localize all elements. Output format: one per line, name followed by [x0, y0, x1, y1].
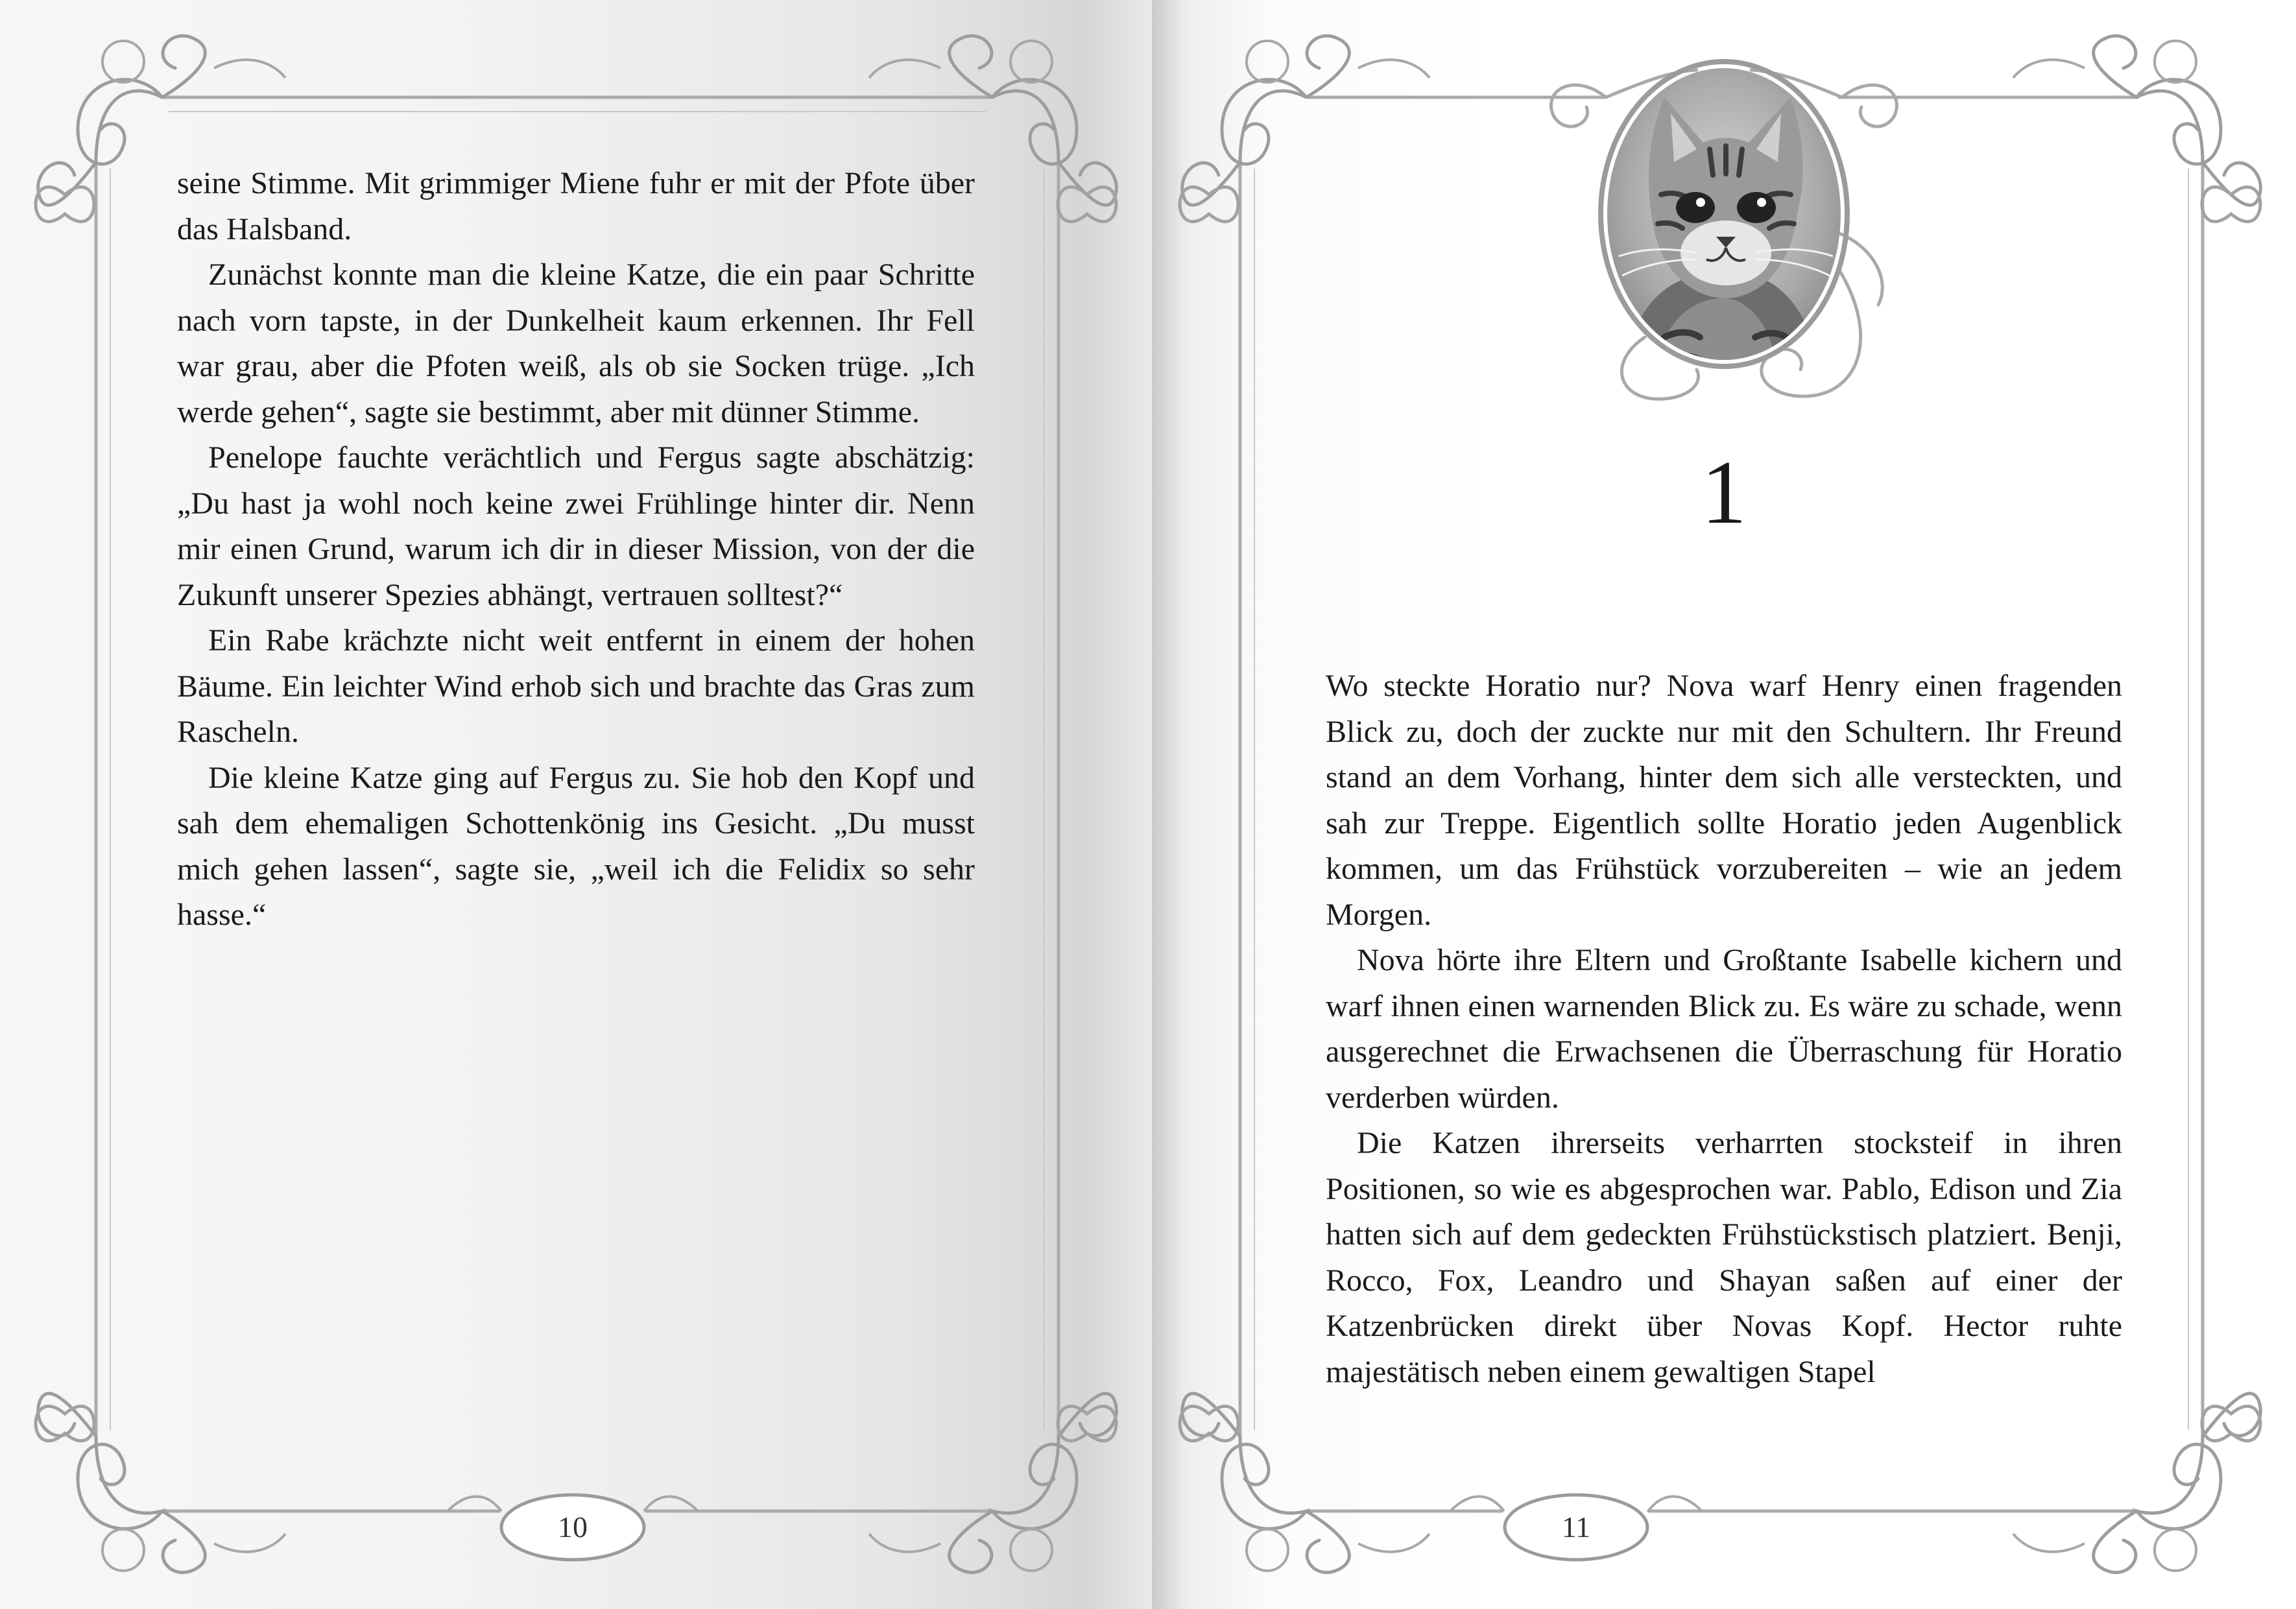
- page-number: 11: [1561, 1510, 1591, 1543]
- page-number: 10: [558, 1510, 588, 1543]
- paragraph: seine Stimme. Mit grimmiger Miene fuhr er mit der Pfote über das Halsband.: [177, 166, 975, 246]
- left-page-text: [177, 161, 975, 938]
- right-page-text: [1326, 663, 2122, 1395]
- paragraph: Die Katzen ihrerseits verharrten stocksteif in ihren Positionen, so wie es abgesprochen war. Pablo, Edison und Zia hatten sich auf dem gedeckten Frühstückstisch platziert. Benji, Rocco, Fox, Leandro und Shayan saßen auf einer der Katzenbrücken direkt über Novas Kopf. Hector ruhte majestätisch neben einem gewaltigen Stapel: [1326, 1126, 2122, 1389]
- right-page: [1152, 0, 2296, 1609]
- paragraph: Die kleine Katze ging auf Fergus zu. Sie hob den Kopf und sah dem ehemaligen Schottenkönig ins Gesicht. „Du musst mich gehen lassen“, sagte sie, „weil ich die Felidix so sehr hasse.“: [177, 760, 975, 932]
- chapter-number: 1: [1701, 442, 1747, 543]
- paragraph: Penelope fauchte verächtlich und Fergus sagte abschätzig: „Du hast ja wohl noch keine zwei Frühlinge hinter dir. Nenn mir einen Grund, warum ich dir in dieser Mission, von der die Zukunft unserer Spezies abhängt, vertrauen solltest?“: [177, 440, 975, 612]
- paragraph: Wo steckte Horatio nur? Nova warf Henry einen fragenden Blick zu, doch der zuckte nur mit den Schultern. Ihr Freund stand an dem Vorhang, hinter dem sich alle versteckten, und sah zur Treppe. Eigentlich sollte Horatio jeden Augenblick kommen, um das Frühstück vorzubereiten – wie an jedem Morgen.: [1326, 669, 2122, 932]
- cat-portrait-icon: [1152, 0, 2296, 454]
- paragraph: Zunächst konnte man die kleine Katze, die ein paar Schritte nach vorn tapste, in der Dunkelheit kaum erkennen. Ihr Fell war grau, aber die Pfoten weiß, als ob sie Socken trüge. „Ich werde gehen“, sagte sie bestimmt, aber mit dünner Stimme.: [177, 257, 975, 429]
- paragraph: Nova hörte ihre Eltern und Großtante Isabelle kichern und warf ihnen einen warnenden Blick zu. Es wäre zu schade, wenn ausgerechnet die Erwachsenen die Überraschung für Horatio verderben würden.: [1326, 943, 2122, 1115]
- paragraph: Ein Rabe krächzte nicht weit entfernt in einem der hohen Bäume. Ein leichter Wind erhob sich und brachte das Gras zum Rascheln.: [177, 623, 975, 749]
